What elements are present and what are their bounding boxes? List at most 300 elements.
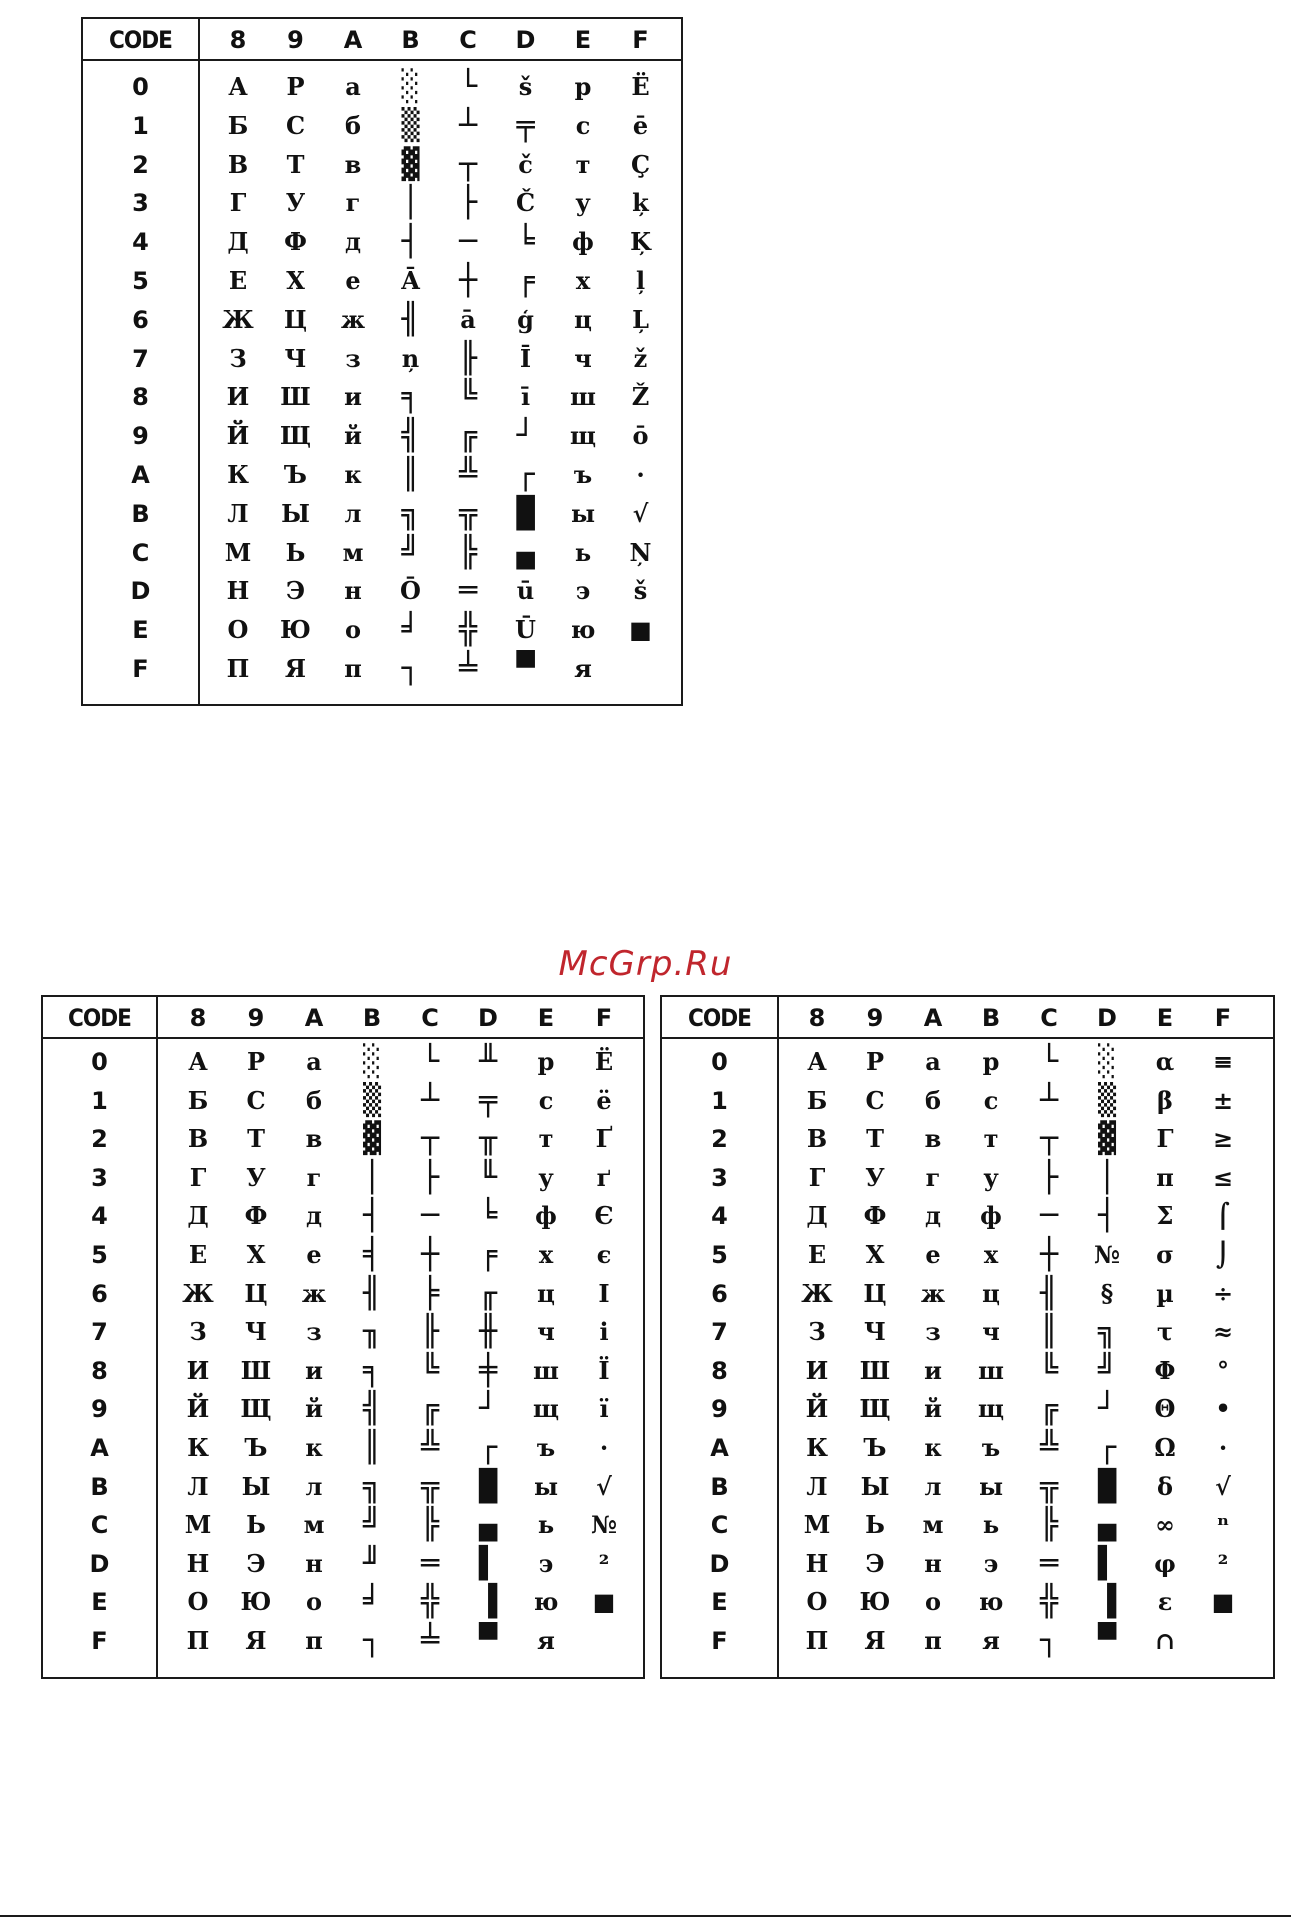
char-cell: в [305,1124,323,1154]
column-header: E [574,26,592,54]
column-header: D [478,1004,498,1032]
char-cell: │ [1097,1159,1117,1195]
row-header: 7 [91,1318,108,1347]
char-cell: в [344,149,362,179]
char-cell: α [1155,1047,1175,1076]
char-cell: Ž [631,382,650,412]
char-cell: к [924,1433,942,1462]
char-cell: ╗ [1097,1314,1117,1350]
code-table-3 [660,995,1275,1679]
char-cell: р [574,72,592,101]
char-cell: ┘ [1097,1391,1117,1427]
char-cell: Н [186,1548,210,1578]
row-header: E [91,1588,108,1617]
char-cell: т [983,1124,999,1154]
char-cell: ╝ [362,1507,382,1543]
char-cell: И [226,382,250,412]
char-cell: ╩ [1039,1430,1059,1465]
char-cell: Ї [598,1355,610,1385]
char-cell: Ω [1154,1433,1176,1462]
char-cell: Б [227,110,249,140]
char-cell: д [925,1201,941,1231]
char-cell: ╝ [401,534,420,570]
char-cell: Л [187,1471,209,1501]
char-cell: е [345,266,361,295]
char-cell: ю [533,1587,559,1617]
row-header: 2 [91,1125,108,1154]
char-cell: ░ [401,69,420,104]
char-cell: п [344,654,362,683]
char-cell: д [345,227,361,257]
char-cell: м [303,1510,325,1540]
row-header: 3 [91,1163,108,1192]
char-cell: · [599,1433,609,1462]
char-cell: Д [806,1201,828,1231]
char-cell: ╧ [458,651,478,686]
char-cell: Ш [859,1355,891,1385]
char-cell: Σ [1156,1201,1174,1231]
table-header-row [662,997,1273,1039]
char-cell: ╛ [401,612,420,648]
row-header: C [710,1511,729,1540]
char-cell: о [305,1587,323,1617]
char-cell: ┴ [458,107,478,143]
row-header: A [131,461,150,489]
char-cell: Е [188,1240,208,1269]
char-cell: Ū [515,615,536,645]
char-cell: н [305,1548,323,1578]
char-cell: ├ [458,185,478,221]
char-cell: ф [535,1201,557,1231]
char-cell: ≈ [1212,1317,1234,1347]
char-cell: ▄ [1097,1507,1117,1543]
char-cell: φ [1154,1548,1176,1578]
char-cell: Ю [859,1587,891,1617]
char-cell: б [924,1085,942,1115]
char-cell: ╘ [478,1198,498,1234]
char-cell: ▓ [401,146,420,182]
char-cell: Ц [283,304,308,334]
char-cell: ц [537,1278,555,1308]
column-header: D [515,26,536,54]
char-cell: ╔ [420,1391,440,1427]
row-header: E [132,616,149,645]
char-cell: ═ [458,573,478,609]
char-cell: ■ [592,1587,616,1617]
column-header: A [923,1004,943,1032]
char-cell: └ [458,69,478,104]
char-cell: Ь [246,1510,266,1540]
char-cell: ╚ [458,379,478,415]
char-cell: М [184,1510,212,1540]
row-header: A [90,1434,109,1462]
char-cell: х [538,1240,554,1269]
row-header: F [711,1627,728,1655]
column-header: C [1040,1004,1058,1032]
column-header: 9 [287,26,304,54]
row-header: 3 [711,1163,728,1192]
char-cell: Й [805,1394,829,1424]
char-cell: Х [286,266,305,295]
char-cell: ╔ [458,418,478,454]
char-cell: ε [1157,1587,1173,1617]
char-cell: К [227,460,249,489]
char-cell: ╤ [516,107,535,143]
char-cell: ▓ [1097,1121,1117,1157]
char-cell: к [305,1433,323,1462]
char-cell: к [344,460,362,489]
char-cell: Р [286,72,305,101]
char-cell: │ [362,1159,382,1195]
char-cell: З [189,1317,207,1347]
char-cell: ╕ [401,379,420,415]
char-cell: Х [246,1240,266,1269]
char-cell: Г [229,188,247,218]
char-cell: ▒ [362,1082,382,1118]
char-cell: Л [806,1471,828,1501]
char-cell: ┘ [516,418,535,454]
char-cell: э [983,1548,999,1578]
char-cell: Р [865,1047,885,1076]
char-cell: ъ [536,1433,556,1462]
char-cell: ķ [632,188,649,218]
char-cell: Γ [1156,1124,1174,1154]
char-cell: ы [533,1471,559,1501]
char-cell: √ [632,498,649,528]
char-cell: б [344,110,362,140]
char-cell: Я [864,1626,886,1655]
char-cell: Ш [240,1355,272,1385]
char-cell: ▄ [478,1507,498,1543]
char-cell: г [345,188,361,218]
char-cell: ⁿ [1216,1510,1230,1540]
char-cell: л [305,1471,323,1501]
char-cell: ╘ [516,224,535,260]
char-cell: ╚ [1039,1352,1059,1388]
char-cell: ╞ [420,1275,440,1311]
row-header: B [710,1472,729,1501]
char-cell: У [246,1162,266,1192]
char-cell: µ [1156,1278,1174,1308]
char-cell: Э [285,576,306,606]
column-header: A [304,1004,324,1032]
char-cell: А [228,72,248,101]
char-cell: ж [301,1278,327,1308]
char-cell: Т [866,1124,884,1154]
char-cell: ф [572,227,594,257]
char-cell: Н [226,576,250,606]
char-cell: Ю [240,1587,272,1617]
char-cell: ь [537,1510,555,1540]
char-cell: Ь [285,537,306,567]
char-cell: ▀ [1097,1623,1117,1658]
code-label: CODE [688,1004,751,1032]
row-header: A [710,1434,729,1462]
char-cell: ц [574,304,592,334]
char-cell: у [983,1162,999,1192]
char-cell: ▌ [1097,1545,1117,1581]
column-header: C [459,26,477,54]
char-cell: ° [1217,1355,1229,1385]
char-cell: Я [284,654,307,683]
char-cell: ╟ [458,340,478,376]
char-cell: Ш [280,382,311,412]
char-cell: В [806,1124,828,1154]
char-cell: ļ [635,266,646,295]
char-cell: М [224,537,252,567]
char-cell: ╩ [420,1430,440,1465]
char-cell: Ц [244,1278,268,1308]
char-cell: ╛ [362,1584,382,1620]
char-cell: ō [632,421,649,451]
char-cell: █ [478,1468,498,1504]
char-cell: ┐ [362,1623,382,1658]
char-cell: Я [245,1626,267,1655]
char-cell: Щ [859,1394,891,1424]
char-cell: ч [574,343,592,373]
char-cell: № [1093,1240,1121,1269]
char-cell: · [1218,1433,1228,1462]
char-cell: й [305,1394,323,1424]
column-header: F [595,1004,613,1032]
char-cell: ╒ [516,263,535,298]
char-cell [636,657,644,681]
char-cell: ╬ [1039,1584,1059,1620]
row-header: 4 [91,1202,108,1231]
char-cell: ж [340,304,366,334]
char-cell: М [803,1510,831,1540]
column-header: E [1156,1004,1174,1032]
char-cell: ≤ [1212,1162,1234,1192]
char-cell: • [1215,1394,1231,1424]
char-cell: ╠ [1039,1507,1059,1543]
char-cell: Ы [241,1471,271,1501]
char-cell: Х [865,1240,885,1269]
char-cell: Ō [400,576,421,606]
char-cell: ч [537,1317,555,1347]
char-cell: ├ [420,1159,440,1195]
char-cell: й [344,421,362,451]
char-cell: ╬ [420,1584,440,1620]
char-cell: ╦ [458,495,478,531]
page-footer-rule [0,1915,1291,1917]
char-cell: ╧ [420,1623,440,1658]
char-cell: ╚ [420,1352,440,1388]
char-cell: щ [570,421,596,451]
char-cell: ģ [517,304,534,334]
char-cell: ─ [420,1198,440,1234]
column-header: F [1214,1004,1232,1032]
char-cell: г [925,1162,941,1192]
char-cell: ь [574,537,592,567]
char-cell: П [805,1626,829,1655]
char-cell: У [285,188,306,218]
char-cell: А [188,1047,208,1076]
char-cell: ┤ [1097,1198,1117,1234]
row-header: 5 [91,1241,108,1269]
column-header: 9 [247,1004,265,1032]
char-cell: Ж [222,304,254,334]
char-cell: ║ [362,1430,382,1465]
char-cell: Ъ [863,1433,887,1462]
char-cell: й [924,1394,942,1424]
column-header: E [537,1004,555,1032]
char-cell: ╦ [1039,1468,1059,1504]
char-cell: ÷ [1212,1278,1234,1308]
char-cell: Й [226,421,250,451]
char-cell: ² [598,1548,610,1578]
row-header: 2 [132,150,149,179]
row-header: B [90,1472,109,1501]
char-cell: ю [570,615,596,645]
char-cell: ш [533,1355,559,1385]
char-cell: Ы [281,498,310,528]
char-cell: ² [1217,1548,1229,1578]
char-cell: Ц [863,1278,887,1308]
char-cell: л [344,498,362,528]
char-cell: β [1157,1085,1173,1115]
char-cell: ┐ [401,651,420,686]
char-cell: м [922,1510,944,1540]
char-cell: ┤ [401,224,420,260]
char-cell: н [924,1548,942,1578]
char-cell: ╢ [362,1275,382,1311]
char-cell: К [806,1433,828,1462]
column-header: B [981,1004,1001,1032]
char-cell: щ [533,1394,559,1424]
table-header-row [83,19,681,61]
char-cell: П [226,654,250,683]
char-cell: р [537,1047,555,1076]
char-cell: ╒ [478,1237,498,1272]
char-cell: ь [982,1510,1000,1540]
char-cell: ┐ [1039,1623,1059,1658]
char-cell: и [924,1355,942,1385]
char-cell: ╦ [420,1468,440,1504]
char-cell: п [305,1626,323,1655]
char-cell: О [227,615,249,645]
char-cell: ═ [420,1545,440,1581]
row-header: 0 [711,1048,728,1076]
row-header: F [91,1627,108,1655]
row-header: 9 [132,422,149,451]
char-cell: ╓ [478,1275,498,1311]
char-cell: а [925,1047,941,1076]
row-header: 1 [91,1086,108,1115]
char-cell: ▒ [1097,1082,1117,1118]
char-cell: ┌ [478,1430,498,1465]
char-cell: └ [420,1044,440,1079]
char-cell: Ъ [244,1433,268,1462]
char-cell: · [636,460,645,489]
char-cell: š [518,72,533,101]
row-header: 7 [132,344,149,373]
column-header: F [632,26,649,54]
char-cell: ф [980,1201,1002,1231]
char-cell: ё [596,1085,612,1115]
char-cell: ▒ [401,107,420,143]
column-header: B [362,1004,382,1032]
char-cell: а [306,1047,322,1076]
row-header: 1 [711,1086,728,1115]
column-header: A [343,26,363,54]
char-cell: ± [1212,1085,1234,1115]
char-cell: ─ [458,224,478,260]
char-cell: Э [246,1548,266,1578]
char-cell: ╤ [478,1082,498,1118]
char-cell: ц [982,1278,1000,1308]
char-cell: ⌡ [1216,1240,1230,1269]
row-header: 5 [711,1241,728,1269]
char-cell: Є [594,1201,614,1231]
row-header: D [130,577,151,606]
char-cell: ╖ [362,1314,382,1350]
char-cell: Ļ [632,304,649,334]
char-cell: ■ [1211,1587,1235,1617]
char-cell: К [187,1433,209,1462]
char-cell: с [983,1085,999,1115]
char-cell: ═ [1039,1545,1059,1581]
char-cell: ┬ [420,1121,440,1157]
row-header: 9 [91,1395,108,1424]
char-cell: ╢ [401,301,420,337]
row-header: C [90,1511,109,1540]
char-cell: Й [186,1394,210,1424]
column-header: 8 [229,26,247,54]
char-cell: ┌ [516,457,535,492]
column-header: 9 [866,1004,884,1032]
char-cell: э [538,1548,554,1578]
code-label: CODE [109,26,172,54]
char-cell: т [538,1124,554,1154]
char-cell: У [865,1162,885,1192]
char-cell: т [575,149,591,179]
char-cell: Э [865,1548,885,1578]
char-cell: ░ [1097,1044,1117,1079]
char-cell: Ь [865,1510,885,1540]
row-header: 5 [132,267,149,295]
char-cell: ≥ [1212,1124,1234,1154]
char-cell: Ņ [629,537,652,567]
char-cell: ╠ [458,534,478,570]
char-cell: р [982,1047,1000,1076]
char-cell: е [925,1240,941,1269]
char-cell: ┴ [420,1082,440,1118]
char-cell: Д [227,227,249,257]
row-header: F [132,655,149,683]
char-cell: π [1156,1162,1174,1192]
char-cell: С [285,110,306,140]
row-header: 8 [711,1356,728,1385]
char-cell: н [344,576,362,606]
char-cell: п [924,1626,942,1655]
char-cell: і [599,1317,609,1347]
char-cell: ъ [981,1433,1001,1462]
char-cell: Ë [631,72,650,101]
char-cell: ╠ [420,1507,440,1543]
char-cell: ╝ [1097,1352,1117,1388]
char-cell: ┼ [458,263,478,298]
char-cell: ņ [401,343,420,373]
char-cell: Е [228,266,248,295]
char-cell: Б [187,1085,209,1115]
char-cell: ы [978,1471,1004,1501]
row-header: E [711,1588,728,1617]
column-header: B [401,26,420,54]
char-cell: а [345,72,361,101]
char-cell: σ [1156,1240,1174,1269]
char-cell: з [306,1317,322,1347]
